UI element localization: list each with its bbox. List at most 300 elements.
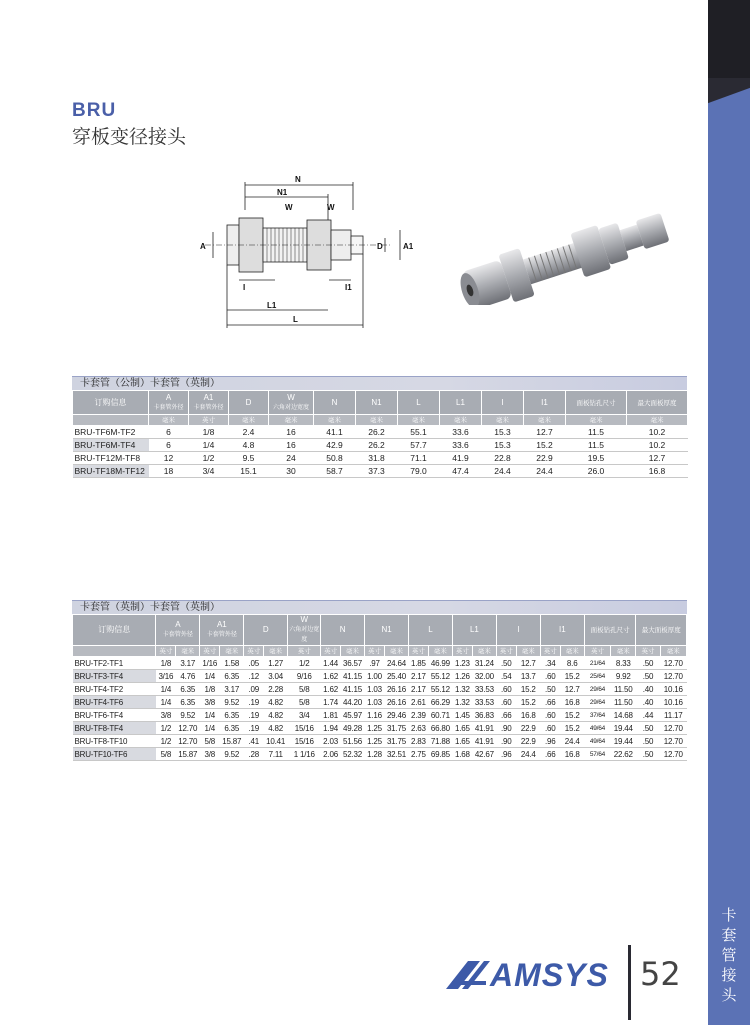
t2-header: W 六角对边宽度: [288, 615, 321, 646]
table-cell: 29/64: [584, 683, 610, 696]
product-code: BRU: [72, 100, 117, 121]
t2-unit: 毫米: [384, 646, 408, 657]
t2-unit: 英寸: [156, 646, 176, 657]
t1-header: I1: [524, 391, 566, 415]
t2-units-row: [73, 646, 687, 657]
table-cell: 1.23: [452, 657, 472, 670]
t2-unit: 英寸: [540, 646, 560, 657]
table-cell: 15.3: [482, 439, 524, 452]
table-cell: .60: [496, 683, 516, 696]
sidebar: [708, 0, 750, 1025]
t2-header: L: [409, 615, 453, 646]
t2-unit: 毫米: [340, 646, 364, 657]
table-row: [73, 722, 687, 735]
table-cell: 15.2: [516, 696, 540, 709]
table-cell: 22.8: [482, 452, 524, 465]
table-cell: 33.6: [440, 426, 482, 439]
t2-unit-spacer: [73, 646, 156, 657]
table-cell: 15/16: [288, 735, 321, 748]
table-cell: 8.6: [560, 657, 584, 670]
table-cell: 3/8: [200, 696, 220, 709]
sidebar-char: 套: [721, 926, 737, 944]
table-cell: 15.3: [482, 426, 524, 439]
table-cell: 12: [149, 452, 189, 465]
part-number-cell: BRU-TF6M-TF2: [73, 426, 149, 439]
table-cell: 11.50: [611, 683, 636, 696]
table-cell: 10.2: [627, 439, 688, 452]
table-row: [73, 735, 687, 748]
t1-unit: 英寸: [189, 415, 229, 426]
table-cell: 2.06: [321, 748, 341, 761]
label-L1: L1: [267, 301, 277, 310]
table-cell: 2.4: [229, 426, 269, 439]
t2-unit: 英寸: [200, 646, 220, 657]
table-cell: 19.44: [611, 722, 636, 735]
table-cell: .40: [636, 683, 660, 696]
table-cell: 1.32: [452, 696, 472, 709]
t2-unit: 毫米: [428, 646, 452, 657]
table-cell: .97: [365, 657, 385, 670]
table-cell: 24.4: [560, 735, 584, 748]
label-W2: W: [327, 203, 335, 212]
t1-header: 最大面板厚度: [627, 391, 688, 415]
table-cell: 15.2: [516, 683, 540, 696]
t1-unit: 毫米: [627, 415, 688, 426]
table-cell: 1/4: [156, 696, 176, 709]
table-cell: 1.16: [365, 709, 385, 722]
table-cell: .66: [496, 709, 516, 722]
table-cell: 41.1: [314, 426, 356, 439]
table-cell: 22.62: [611, 748, 636, 761]
label-W1: W: [285, 203, 293, 212]
part-number-cell: BRU-TF4-TF6: [73, 696, 156, 709]
table-cell: 50.8: [314, 452, 356, 465]
table-cell: 12.70: [660, 670, 686, 683]
table-cell: 22.9: [524, 452, 566, 465]
table-cell: 12.70: [660, 657, 686, 670]
table-cell: 5/8: [288, 683, 321, 696]
t2-unit: 英寸: [365, 646, 385, 657]
t1-unit: 毫米: [229, 415, 269, 426]
table-row: [73, 452, 688, 465]
table-cell: 15.87: [220, 735, 244, 748]
part-number-cell: BRU-TF8-TF4: [73, 722, 156, 735]
table-cell: 41.91: [472, 735, 496, 748]
table-cell: 3/16: [156, 670, 176, 683]
table-cell: .60: [540, 670, 560, 683]
table-cell: 42.67: [472, 748, 496, 761]
table-cell: .28: [244, 748, 264, 761]
t2-header: 订购信息: [73, 615, 156, 646]
table-cell: 22.9: [516, 735, 540, 748]
table-cell: 69.85: [428, 748, 452, 761]
table-cell: .50: [636, 670, 660, 683]
table-cell: .50: [636, 657, 660, 670]
table-cell: 29/64: [584, 696, 610, 709]
table-cell: 79.0: [398, 465, 440, 478]
table-cell: 16: [269, 426, 314, 439]
table-cell: 33.6: [440, 439, 482, 452]
part-number-cell: BRU-TF10-TF6: [73, 748, 156, 761]
t1-header: N1: [356, 391, 398, 415]
table-cell: 5/8: [288, 696, 321, 709]
table-cell: 15.2: [524, 439, 566, 452]
table-cell: 60.71: [428, 709, 452, 722]
table-cell: 16: [269, 439, 314, 452]
table-cell: 4.82: [264, 709, 288, 722]
t1-header: L1: [440, 391, 482, 415]
part-number-cell: BRU-TF6-TF4: [73, 709, 156, 722]
product-photo: [450, 195, 675, 305]
t1-header: W 六角对边宽度: [269, 391, 314, 415]
table-cell: 37/64: [584, 709, 610, 722]
t2-unit: 英寸: [244, 646, 264, 657]
table-cell: 1.28: [365, 748, 385, 761]
table-cell: 1.44: [321, 657, 341, 670]
table-cell: 13.7: [516, 670, 540, 683]
table-cell: 2.03: [321, 735, 341, 748]
t2-header: D: [244, 615, 288, 646]
table-cell: 12.70: [660, 722, 686, 735]
table-cell: .34: [540, 657, 560, 670]
sidebar-char: 管: [721, 946, 737, 964]
table-cell: 4.82: [264, 722, 288, 735]
table-cell: 8.33: [611, 657, 636, 670]
table-cell: .40: [636, 696, 660, 709]
table-cell: 18: [149, 465, 189, 478]
table-cell: 6.35: [220, 670, 244, 683]
table-cell: 12.7: [524, 426, 566, 439]
t1-unit-spacer: [73, 415, 149, 426]
table-cell: 1.32: [452, 683, 472, 696]
table-cell: 2.28: [264, 683, 288, 696]
t2-header: I: [496, 615, 540, 646]
table-cell: 32.51: [384, 748, 408, 761]
table-cell: 36.83: [472, 709, 496, 722]
table-cell: 3/4: [189, 465, 229, 478]
t1-header: A 卡套管外径: [149, 391, 189, 415]
table-cell: 31.8: [356, 452, 398, 465]
table-cell: 24.4: [516, 748, 540, 761]
table-cell: 15/16: [288, 722, 321, 735]
table-cell: 66.29: [428, 696, 452, 709]
table-cell: 26.2: [356, 439, 398, 452]
table-cell: .96: [496, 748, 516, 761]
table-cell: 2.61: [409, 696, 429, 709]
table-cell: 12.70: [176, 735, 200, 748]
sidebar-char: 接: [721, 966, 737, 984]
table-cell: 71.88: [428, 735, 452, 748]
t2-header: N1: [365, 615, 409, 646]
t2-header: N: [321, 615, 365, 646]
table-cell: 11.5: [566, 439, 627, 452]
t2-unit: 英寸: [321, 646, 341, 657]
table-cell: 1/4: [189, 439, 229, 452]
table-cell: 36.57: [340, 657, 364, 670]
table-cell: .66: [540, 696, 560, 709]
t1-header: 订购信息: [73, 391, 149, 415]
table-cell: 1/4: [200, 722, 220, 735]
table-cell: 46.99: [428, 657, 452, 670]
part-number-cell: BRU-TF3-TF4: [73, 670, 156, 683]
t2-unit: 毫米: [264, 646, 288, 657]
table-cell: .09: [244, 683, 264, 696]
t2-unit: 毫米: [611, 646, 636, 657]
table-cell: 1.74: [321, 696, 341, 709]
table-cell: 3/4: [288, 709, 321, 722]
table-row: [73, 683, 687, 696]
table-cell: 37.3: [356, 465, 398, 478]
table1-body: [73, 426, 688, 478]
table-cell: .60: [540, 709, 560, 722]
table-cell: 42.9: [314, 439, 356, 452]
table-metric-imperial: [72, 376, 687, 478]
table-cell: 1 1/16: [288, 748, 321, 761]
t2-unit: 英寸: [496, 646, 516, 657]
t2-unit: 英寸: [636, 646, 660, 657]
table1-title: 卡套管（公制）卡套管（英制）: [72, 376, 687, 390]
table-cell: 15.2: [560, 722, 584, 735]
part-number-cell: BRU-TF18M-TF12: [73, 465, 149, 478]
table-cell: 9.52: [220, 696, 244, 709]
table-cell: 44.20: [340, 696, 364, 709]
table-cell: .96: [540, 735, 560, 748]
part-number-cell: BRU-TF4-TF2: [73, 683, 156, 696]
table-cell: 12.7: [627, 452, 688, 465]
table-cell: .60: [496, 696, 516, 709]
table-cell: 41.91: [472, 722, 496, 735]
table-cell: 10.16: [660, 696, 686, 709]
table-cell: .41: [244, 735, 264, 748]
table-cell: 1.25: [365, 735, 385, 748]
footer-divider: [628, 945, 631, 1020]
table-cell: 1.03: [365, 683, 385, 696]
table-cell: 11.17: [660, 709, 686, 722]
t1-unit: 毫米: [440, 415, 482, 426]
table-cell: 6.35: [220, 722, 244, 735]
table-cell: 9.5: [229, 452, 269, 465]
table-cell: 19.44: [611, 735, 636, 748]
part-number-cell: BRU-TF6M-TF4: [73, 439, 149, 452]
table-cell: 3.17: [176, 657, 200, 670]
table-cell: 58.7: [314, 465, 356, 478]
table-cell: 19.5: [566, 452, 627, 465]
table-cell: 6: [149, 426, 189, 439]
table-cell: .05: [244, 657, 264, 670]
table-cell: 30: [269, 465, 314, 478]
table-cell: 1/4: [200, 709, 220, 722]
table-cell: 52.32: [340, 748, 364, 761]
label-I1: I1: [345, 283, 352, 292]
label-L: L: [293, 315, 298, 324]
t2-header: A 卡套管外径: [156, 615, 200, 646]
t1-unit: 毫米: [314, 415, 356, 426]
table-cell: 57.7: [398, 439, 440, 452]
table-cell: 1.81: [321, 709, 341, 722]
table-cell: 6.35: [176, 696, 200, 709]
table-cell: 6: [149, 439, 189, 452]
table1: [72, 390, 688, 478]
table-row: [73, 439, 688, 452]
table-cell: 2.75: [409, 748, 429, 761]
table-cell: 3.17: [220, 683, 244, 696]
t1-unit: 毫米: [149, 415, 189, 426]
table-cell: .19: [244, 709, 264, 722]
table-cell: 2.17: [409, 670, 429, 683]
t1-unit: 毫米: [566, 415, 627, 426]
table-cell: 1.65: [452, 735, 472, 748]
table-cell: 1.03: [365, 696, 385, 709]
t2-unit: 毫米: [176, 646, 200, 657]
table-cell: 10.41: [264, 735, 288, 748]
table-cell: 3/8: [156, 709, 176, 722]
t2-header: 面板钻孔尺寸: [584, 615, 636, 646]
table-cell: 5/8: [156, 748, 176, 761]
table-row: [73, 696, 687, 709]
table-imperial-imperial: [72, 600, 687, 761]
t1-header: 面板钻孔尺寸: [566, 391, 627, 415]
table-cell: 2.83: [409, 735, 429, 748]
table-cell: .90: [496, 722, 516, 735]
t2-unit: 毫米: [560, 646, 584, 657]
table-cell: 1/8: [200, 683, 220, 696]
label-N1: N1: [277, 188, 288, 197]
table-row: [73, 426, 688, 439]
t1-unit: 毫米: [482, 415, 524, 426]
table-cell: 71.1: [398, 452, 440, 465]
table-cell: 31.75: [384, 735, 408, 748]
table-row: [73, 748, 687, 761]
table-cell: 1/4: [156, 683, 176, 696]
table-cell: .50: [636, 722, 660, 735]
table-cell: 1.45: [452, 709, 472, 722]
table-cell: 2.63: [409, 722, 429, 735]
table-cell: .66: [540, 748, 560, 761]
table-cell: 1.58: [220, 657, 244, 670]
table-cell: 1.68: [452, 748, 472, 761]
table-cell: 51.56: [340, 735, 364, 748]
label-D: D: [377, 242, 383, 251]
t2-header: I1: [540, 615, 584, 646]
table-cell: 1/8: [156, 657, 176, 670]
t2-unit: 毫米: [472, 646, 496, 657]
t1-header: L: [398, 391, 440, 415]
table-cell: 9.52: [220, 748, 244, 761]
table-cell: .50: [636, 748, 660, 761]
table-cell: 4.82: [264, 696, 288, 709]
table-cell: 55.1: [398, 426, 440, 439]
t2-unit: 英寸: [452, 646, 472, 657]
t1-header: N: [314, 391, 356, 415]
table-row: [73, 670, 687, 683]
label-N: N: [295, 175, 301, 184]
table-cell: 9/16: [288, 670, 321, 683]
table-cell: 10.2: [627, 426, 688, 439]
table-cell: 2.17: [409, 683, 429, 696]
sidebar-char: 卡: [721, 906, 737, 924]
table-cell: 47.4: [440, 465, 482, 478]
table-cell: .60: [540, 722, 560, 735]
table-cell: 24.4: [524, 465, 566, 478]
t2-header: L1: [452, 615, 496, 646]
table-cell: 7.11: [264, 748, 288, 761]
table-cell: 49/64: [584, 735, 610, 748]
table-cell: 32.00: [472, 670, 496, 683]
table-cell: 1.62: [321, 670, 341, 683]
part-number-cell: BRU-TF8-TF10: [73, 735, 156, 748]
t2-unit: 英寸: [409, 646, 429, 657]
table-cell: 41.15: [340, 670, 364, 683]
table-cell: 5/8: [200, 735, 220, 748]
table-cell: 57/64: [584, 748, 610, 761]
table-cell: 15.1: [229, 465, 269, 478]
table2: [72, 614, 687, 761]
table-cell: 29.46: [384, 709, 408, 722]
table-cell: 14.68: [611, 709, 636, 722]
table-cell: 3/8: [200, 748, 220, 761]
table-cell: 16.8: [560, 748, 584, 761]
t1-unit: 毫米: [398, 415, 440, 426]
table-cell: 1/2: [288, 657, 321, 670]
table-cell: 10.16: [660, 683, 686, 696]
t2-header: A1 卡套管外径: [200, 615, 244, 646]
page-number: 52: [640, 955, 681, 993]
table-row: [73, 465, 688, 478]
table-cell: 24: [269, 452, 314, 465]
table-cell: 45.97: [340, 709, 364, 722]
table-cell: 16.8: [516, 709, 540, 722]
table-cell: 11.5: [566, 426, 627, 439]
t2-unit: 英寸: [288, 646, 321, 657]
sidebar-char: 头: [721, 986, 737, 1004]
table-cell: 16.8: [627, 465, 688, 478]
sidebar-label: [708, 905, 750, 1005]
table-cell: 24.4: [482, 465, 524, 478]
table-cell: 1/2: [156, 735, 176, 748]
product-name: 穿板变径接头: [72, 126, 187, 148]
table-cell: 1.94: [321, 722, 341, 735]
t2-unit: 毫米: [660, 646, 686, 657]
table-cell: 1/16: [200, 657, 220, 670]
table-cell: .19: [244, 722, 264, 735]
table-cell: 26.0: [566, 465, 627, 478]
label-A1: A1: [403, 242, 414, 251]
table-cell: 55.12: [428, 670, 452, 683]
table-cell: 1/2: [156, 722, 176, 735]
table-cell: .44: [636, 709, 660, 722]
table-row: [73, 657, 687, 670]
table-cell: 6.35: [220, 709, 244, 722]
table2-body: [73, 657, 687, 761]
t1-unit: 毫米: [269, 415, 314, 426]
table-row: [73, 709, 687, 722]
t2-header: 最大面板厚度: [636, 615, 687, 646]
table-cell: 12.70: [660, 748, 686, 761]
table-cell: 1.65: [452, 722, 472, 735]
table-cell: 4.76: [176, 670, 200, 683]
table-cell: 16.8: [560, 696, 584, 709]
table-cell: 15.87: [176, 748, 200, 761]
sidebar-dark-stripe: [708, 0, 750, 78]
table-cell: 1/2: [189, 452, 229, 465]
table-cell: 1/4: [200, 670, 220, 683]
table-cell: 1.85: [409, 657, 429, 670]
table-cell: 26.16: [384, 696, 408, 709]
table-cell: 66.80: [428, 722, 452, 735]
table-cell: .90: [496, 735, 516, 748]
table-cell: 1.26: [452, 670, 472, 683]
t1-header: I: [482, 391, 524, 415]
